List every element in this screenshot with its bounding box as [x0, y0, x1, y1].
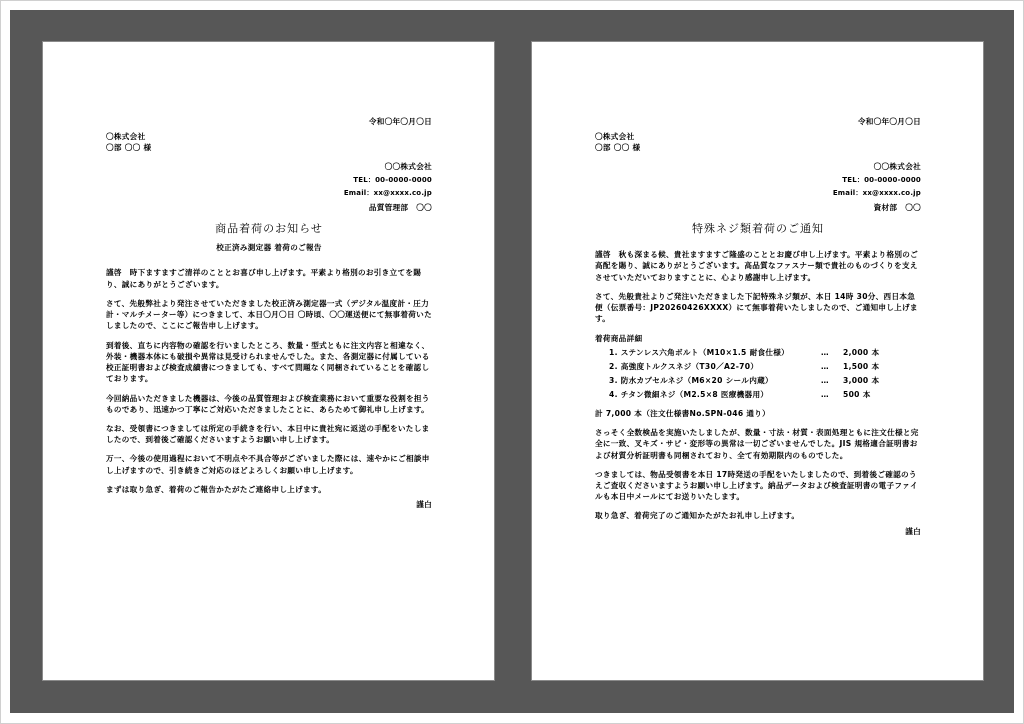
letter-title: 特殊ネジ類着荷のご通知 — [692, 221, 824, 235]
item-leader: … — [821, 362, 829, 372]
item-quantity: 3,000 本 — [843, 376, 880, 386]
letter-date: 令和〇年〇月〇日 — [857, 117, 921, 126]
item-leader: … — [821, 348, 829, 358]
paragraph: さて、先般弊社より発注させていただきました校正済み測定器一式（デジタル温度計・圧力計・マルチメーター等）につきまして、本日〇月〇日 〇時頃、〇〇運送便にて無事着荷いたしましたので、ここにご報告申し上げます。 — [106, 298, 432, 331]
page-left — [43, 42, 494, 680]
recipient-person: 〇部 〇〇 様 — [106, 143, 152, 153]
sender-tel: TEL：00-0000-0000 — [353, 175, 432, 184]
letter-content — [106, 116, 432, 510]
paragraph: なお、受領書につきましては所定の手続きを行い、本日中に貴社宛に返送の手配をいたしましたので、到着後ご確認くださいますようお願い申し上げます。 — [106, 423, 430, 445]
sender-email: Email：xx@xxxx.co.jp — [343, 189, 432, 198]
paragraph: 謹啓 時下ますますご清祥のこととお喜び申し上げます。平素より格別のお引き立てを賜り、誠にありがとうございます。 — [106, 268, 422, 289]
recipient-block — [106, 131, 432, 153]
page-right — [532, 42, 983, 680]
sender-block — [106, 161, 432, 213]
sender-tel: TEL：00-0000-0000 — [842, 175, 921, 184]
item-quantity: 1,500 本 — [843, 362, 880, 372]
paragraph: さて、先般貴社よりご発注いただきました下記特殊ネジ類が、本日 14時 30分、西日本急便（伝票番号：JP20260426XXXX）にて無事着荷いたしましたので、ご通知申し上げます。 — [595, 291, 918, 324]
list-item — [609, 360, 921, 374]
item-quantity: 500 本 — [843, 390, 871, 400]
item-quantity: 2,000 本 — [843, 348, 880, 358]
letter-content — [595, 116, 921, 537]
sender-company: 〇〇株式会社 — [873, 161, 921, 171]
letter-body — [595, 249, 921, 537]
letter-title: 商品着荷のお知らせ — [215, 221, 323, 235]
item-name: 4. チタン微細ネジ（M2.5×8 医療機器用） — [609, 390, 769, 400]
sender-email: Email：xx@xxxx.co.jp — [832, 189, 921, 198]
item-leader: … — [821, 390, 829, 400]
item-name: 3. 防水カプセルネジ（M6×20 シール内蔵） — [609, 376, 773, 386]
paragraph: さっそく全数検品を実施いたしましたが、数量・寸法・材質・表面処理ともに注文仕様と完全に一致、叉キズ・サビ・変形等の異常は一切ございませんでした。JIS 規格適合証明書および材質分析証明書も同梱されており、全て有効期限内のものでした。 — [595, 428, 919, 460]
total-line: 計 7,000 本（注文仕様書No.SPN-046 通り） — [595, 408, 771, 418]
recipient-block — [595, 131, 921, 153]
details-heading: 着荷商品詳細 — [595, 333, 643, 343]
letter-closing: 謹白 — [416, 500, 432, 510]
paragraph: 今回納品いただきました機器は、今後の品質管理および検査業務において重要な役割を担うものであり、迅速かつ丁寧にご対応いただきましたことに、あらためて御礼申し上げます。 — [106, 393, 430, 414]
paragraph: 到着後、直ちに内容物の確認を行いましたところ、数量・型式ともに注文内容と相違なく、外装・機器本体にも破損や異常は見受けられませんでした。また、各測定器に付属している校正証明書および検査成績書につきましても、すべて問題なく同梱されていることを確認しております。 — [106, 340, 430, 384]
paragraph: 取り急ぎ、着荷完了のご通知かたがたお礼申し上げます。 — [595, 511, 800, 521]
list-item — [609, 388, 921, 402]
recipient-person: 〇部 〇〇 様 — [595, 143, 641, 153]
letter-date: 令和〇年〇月〇日 — [368, 117, 432, 126]
letter-closing: 謹白 — [905, 526, 921, 536]
paragraph: まずは取り急ぎ、着荷のご報告かたがたご連絡申し上げます。 — [106, 484, 327, 494]
sender-department: 資材部 〇〇 — [873, 202, 921, 212]
item-name: 2. 高強度トルクスネジ（T30／A2-70） — [609, 362, 759, 372]
item-list — [609, 346, 921, 402]
sender-company: 〇〇株式会社 — [384, 161, 432, 171]
list-item — [609, 346, 921, 360]
item-name: 1. ステンレス六角ボルト（M10×1.5 耐食仕様） — [609, 348, 790, 358]
item-leader: … — [821, 376, 829, 386]
paragraph: 万一、今後の使用過程において不明点や不具合等がございました際には、速やかにご相談申し上げますので、引き続きご対応のほどよろしくお願い申し上げます。 — [106, 454, 430, 475]
sender-block — [595, 161, 921, 213]
recipient-company: 〇株式会社 — [106, 132, 146, 142]
letter-subtitle: 校正済み測定器 着荷のご報告 — [216, 243, 322, 253]
recipient-company: 〇株式会社 — [595, 132, 635, 142]
letter-body — [106, 267, 432, 510]
list-item — [609, 374, 921, 388]
paragraph: 謹啓 秋も深まる候、貴社ますますご隆盛のこととお慶び申し上げます。平素より格別のご高配を賜り、誠にありがとうございます。高品質なファスナー類で貴社のものづくりを支えさせていただいておりますことに、心より感謝申し上げます。 — [595, 250, 919, 282]
sender-department: 品質管理部 〇〇 — [368, 202, 432, 212]
paragraph: つきましては、物品受領書を本日 17時発送の手配をいたしましたので、到着後ご確認のうえご査収くださいますようお願い申し上げます。納品データおよび検査証明書の電子ファイルも本日中メールにてお送りいたします。 — [595, 469, 918, 502]
